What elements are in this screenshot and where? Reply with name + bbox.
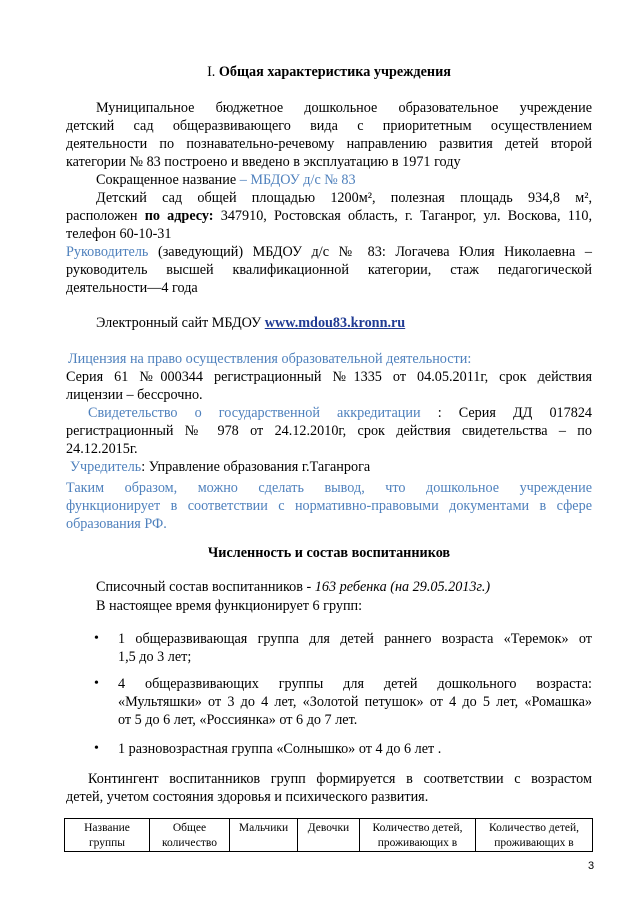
intro-line-1: Муниципальное бюджетное дошкольное образовательное учреждение (96, 100, 592, 116)
bullet-2-line-2: «Мультяшки» от 3 до 4 лет, «Золотой петушок» от 4 до 5 лет, «Ромашка» (118, 694, 592, 710)
director-line-3: деятельности—4 года (66, 280, 198, 296)
director-name: (заведующий) МБДОУ д/с № 83: Логачева Юлия Николаевна – (157, 244, 593, 260)
table-header-cell (360, 819, 476, 852)
director-line-1 (66, 243, 592, 261)
accreditation-label: Свидетельство о государственной аккредитации (88, 405, 421, 421)
founder-line (70, 458, 596, 476)
director-label: Руководитель (66, 244, 149, 260)
accreditation-line-2: регистрационный № 978 от 24.12.2010г, срок действия свидетельства – по (66, 423, 592, 439)
area-line-2 (66, 207, 592, 225)
page-number: 3 (588, 860, 595, 872)
founder-value: : Управление образования г.Таганрога (141, 459, 371, 475)
license-label: Лицензия на право осуществления образовательной деятельности: (68, 351, 472, 367)
groups-table (64, 818, 593, 852)
header-line-1: Мальчики (238, 822, 289, 834)
phone-line: телефон 60-10-31 (66, 226, 172, 242)
heading-title: Общая характеристика учреждения (218, 64, 451, 80)
short-name-value: – МБДОУ д/с № 83 (239, 172, 356, 188)
short-name-label: Сокращенное название (96, 172, 237, 188)
intro-line-4: категории № 83 построено и введено в эксплуатацию в 1971 году (66, 154, 461, 170)
contingent-line-1: Контингент воспитанников групп формируется в соответствии с возрастом (88, 771, 592, 787)
license-line-1: Серия 61 №000344 регистрационный №1335 от 04.05.2011г, срок действия (66, 369, 592, 385)
founder-label: Учредитель (70, 459, 142, 475)
roster-label: Списочный состав воспитанников - (96, 579, 312, 595)
conclusion-line-2: функционирует в соответствии с нормативно-правовыми документами в сфере (66, 498, 592, 514)
header-line-2: количество (162, 837, 217, 849)
short-name-line (96, 171, 592, 189)
contingent-line-2: детей, учетом состояния здоровья и психического развития. (66, 789, 429, 805)
table-header-row (65, 819, 593, 852)
bullet-3-icon: • (94, 741, 99, 756)
conclusion-line-1: Таким образом, можно сделать вывод, что дошкольное учреждение (66, 480, 592, 496)
accreditation-line-1 (88, 404, 592, 422)
area-located-text: расположен (66, 208, 138, 224)
table-header-cell (476, 819, 593, 852)
bullet-2-line-3: от 5 до 6 лет, «Россиянка» от 6 до 7 лет. (118, 712, 358, 728)
table-header-cell (298, 819, 360, 852)
groups-intro: В настоящее время функционирует 6 групп: (96, 598, 363, 614)
website-label: Электронный сайт МБДОУ (96, 315, 262, 331)
accreditation-line-3: 24.12.2015г. (66, 441, 138, 457)
website-line (96, 314, 592, 332)
table-header-cell (65, 819, 150, 852)
header-line-1: Количество детей, (489, 822, 579, 834)
table-header-cell (230, 819, 298, 852)
bullet-2-icon: • (94, 676, 99, 691)
bullet-3-line-1: 1 разновозрастная группа «Солнышко» от 4 до 6 лет . (118, 741, 442, 757)
bullet-1-line-2: 1,5 до 3 лет; (118, 649, 192, 665)
header-line-2: группы (88, 837, 126, 849)
table-header-cell (150, 819, 230, 852)
bullet-1-line-1: 1 общеразвивающая группа для детей раннего возраста «Теремок» от (118, 631, 592, 647)
heading-roman-numeral: I. (207, 64, 216, 80)
address-label: по адресу: (144, 208, 214, 224)
roster-value: 163 ребенка (на 29.05.2013г.) (314, 579, 491, 595)
address-value: 347910, Ростовская область, г. Таганрог, ул. Воскова, 110, (220, 208, 593, 224)
bullet-2-line-1: 4 общеразвивающих группы для детей дошкольного возраста: (118, 676, 592, 692)
intro-line-2: детский сад общеразвивающего вида с приоритетным осуществлением (66, 118, 592, 134)
accreditation-series: : Серия ДД 017824 (437, 405, 593, 421)
header-line-2: проживающих в (377, 837, 458, 849)
intro-line-3: деятельности по познавательно-речевому направлению развития детей второй (66, 136, 592, 152)
roster-line (96, 578, 592, 596)
section-2-title: Численность и состав воспитанников (207, 545, 451, 561)
website-link[interactable]: www.mdou83.kronn.ru (264, 315, 406, 331)
bullet-1-icon: • (94, 631, 99, 646)
area-line-1: Детский сад общей площадью 1200м², полезная площадь 934,8 м², (96, 190, 592, 206)
header-line-1: Название (84, 822, 130, 834)
header-line-1: Количество детей, (372, 822, 463, 834)
header-line-1: Общее (172, 822, 207, 834)
header-line-1: Девочки (307, 822, 350, 834)
conclusion-line-3: образования РФ. (66, 516, 167, 532)
header-line-2: проживающих в (494, 837, 574, 849)
section-heading (66, 63, 592, 81)
license-line-2: лицензии – бессрочно. (66, 387, 203, 403)
director-line-2: руководитель высшей квалификационной категории, стаж педагогической (66, 262, 592, 278)
